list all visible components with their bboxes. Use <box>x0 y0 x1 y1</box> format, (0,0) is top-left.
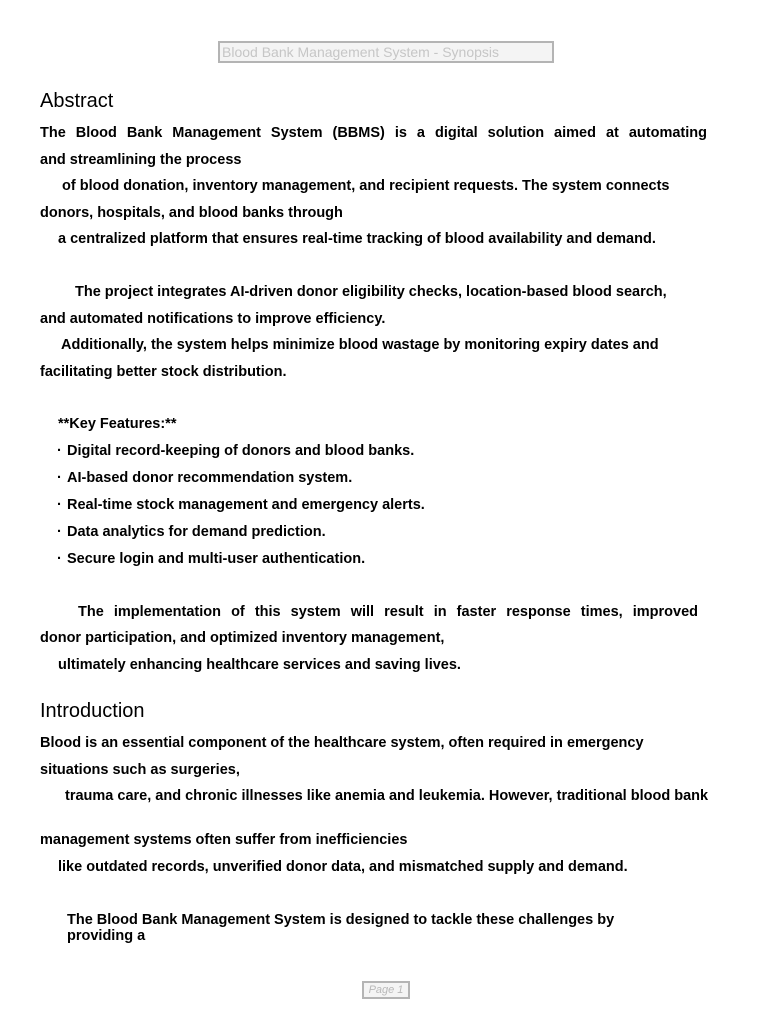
feature-text: AI-based donor recommendation system. <box>67 470 353 486</box>
abstract-para1-line: The Blood Bank Management System (BBMS) is a digital solution aimed at automating <box>40 125 707 141</box>
intro-para1-line: situations such as surgeries, <box>40 762 240 778</box>
abstract-heading: Abstract <box>40 90 114 112</box>
intro-para2: The Blood Bank Management System is designed to tackle these challenges by providing a <box>67 912 615 944</box>
abstract-para3-line: donor participation, and optimized inventory management, <box>40 630 445 646</box>
key-features-label: **Key Features:** <box>58 416 177 432</box>
abstract-para3-line: The implementation of this system will result in faster response times, improved <box>78 604 698 620</box>
intro-para1-line: management systems often suffer from inefficiencies <box>40 832 408 848</box>
feature-list-item <box>57 497 425 513</box>
feature-text: Data analytics for demand prediction. <box>67 524 326 540</box>
feature-text: Secure login and multi-user authentication. <box>67 551 366 567</box>
abstract-para1-line: a centralized platform that ensures real-time tracking of blood availability and demand. <box>58 231 656 247</box>
page-number: Page 1 <box>362 981 410 999</box>
abstract-para1-line: and streamlining the process <box>40 152 242 168</box>
bullet-icon: · <box>57 443 62 459</box>
bullet-icon: · <box>57 551 62 567</box>
feature-list-item <box>57 524 326 540</box>
intro-para1-line: trauma care, and chronic illnesses like anemia and leukemia. However, traditional blood bank <box>65 788 709 804</box>
feature-list-item <box>57 470 352 486</box>
abstract-para3-line: ultimately enhancing healthcare services and saving lives. <box>58 657 461 673</box>
feature-text: Digital record-keeping of donors and blood banks. <box>67 443 415 459</box>
abstract-para1-line: donors, hospitals, and blood banks through <box>40 205 343 221</box>
intro-para1-line: like outdated records, unverified donor data, and mismatched supply and demand. <box>58 859 628 875</box>
bullet-icon: · <box>57 497 62 513</box>
bullet-icon: · <box>57 524 62 540</box>
abstract-para2-line: and automated notifications to improve efficiency. <box>40 311 386 327</box>
bullet-icon: · <box>57 470 62 486</box>
intro-para1-line: Blood is an essential component of the healthcare system, often required in emergency <box>40 735 644 751</box>
abstract-para2-line: facilitating better stock distribution. <box>40 364 287 380</box>
feature-list-item <box>57 551 365 567</box>
feature-list-item <box>57 443 414 459</box>
abstract-para2-line: Additionally, the system helps minimize blood wastage by monitoring expiry dates and <box>61 337 659 353</box>
feature-text: Real-time stock management and emergency alerts. <box>67 497 425 513</box>
document-header: Blood Bank Management System - Synopsis <box>218 41 554 63</box>
abstract-para1-line: of blood donation, inventory management, and recipient requests. The system connects <box>62 178 670 194</box>
introduction-heading: Introduction <box>40 700 145 722</box>
abstract-para2-line: The project integrates AI-driven donor eligibility checks, location-based blood search, <box>75 284 667 300</box>
